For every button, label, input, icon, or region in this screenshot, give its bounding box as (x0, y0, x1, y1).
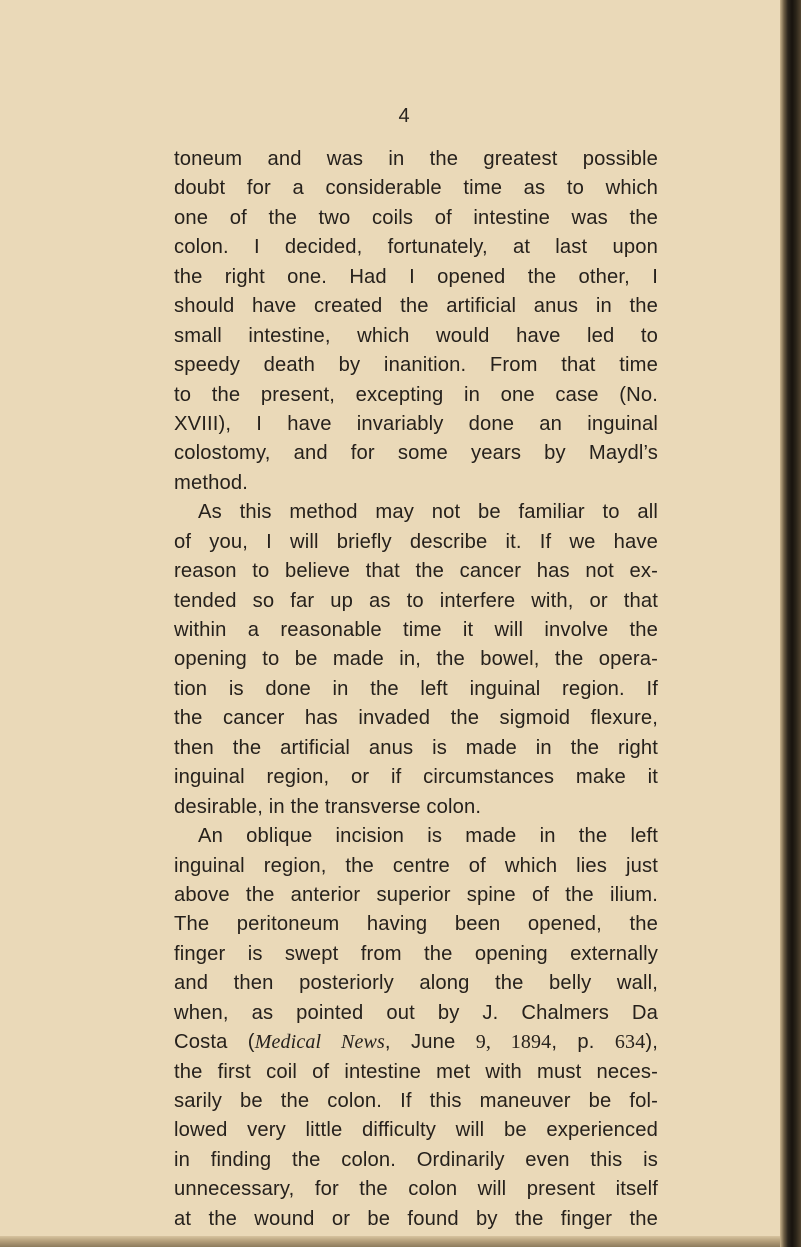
text-line: to the present, excepting in one case (No. (174, 383, 658, 406)
text-line: speedy death by inanition. From that time (174, 354, 658, 377)
text-line: colon. I decided, fortunately, at last upon (174, 236, 658, 259)
book-binding-edge (780, 0, 801, 1247)
text-line: should have created the artificial anus in the (174, 295, 658, 318)
citation-date: 9, 1894 (475, 1031, 552, 1054)
citation-after-italic: , June (384, 1031, 476, 1054)
text-line: lowed very little difficulty will be experienced (174, 1119, 658, 1142)
text-line: one of the two coils of intestine was the (174, 206, 658, 229)
text-line: finger is swept from the opening externally (174, 942, 658, 965)
text-line: unnecessary, for the colon will present itself (174, 1178, 658, 1201)
citation-after: ), (645, 1031, 658, 1054)
text-line: of you, I will briefly describe it. If we have (174, 530, 658, 553)
text-line: the cancer has invaded the sigmoid flexure, (174, 707, 658, 730)
text-line: The peritoneum having been opened, the (174, 913, 658, 936)
text-line: at the wound or be found by the finger the (174, 1207, 658, 1230)
text-line: reason to believe that the cancer has not ex- (174, 560, 658, 583)
text-line: within a reasonable time it will involve the (174, 619, 658, 641)
text-line: XVIII), I have invariably done an inguinal (174, 412, 658, 435)
citation-line (174, 1028, 658, 1057)
body-text (174, 145, 658, 1234)
text-line-paragraph-start: An oblique incision is made in the left (198, 825, 658, 848)
text-line: inguinal region, the centre of which lies just (174, 854, 658, 877)
citation-before: Costa ( (174, 1031, 255, 1054)
text-line: then the artificial anus is made in the right (174, 736, 658, 759)
page-number: 4 (398, 105, 410, 127)
citation-page-prefix: , p. (551, 1031, 615, 1054)
text-line-paragraph-start: As this method may not be familiar to all (198, 501, 658, 524)
text-line: the first coil of intestine met with must neces- (174, 1060, 658, 1083)
text-line: doubt for a considerable time as to which (174, 177, 658, 200)
journal-title: Medical News (254, 1031, 385, 1054)
text-line-paragraph-end: method. (174, 471, 248, 494)
text-line: small intestine, which would have led to (174, 324, 658, 347)
page-bottom-edge (0, 1236, 780, 1247)
text-line: in finding the colon. Ordinarily even this is (174, 1148, 658, 1171)
text-line: tion is done in the left inguinal region. If (174, 677, 658, 700)
text-line: sarily be the colon. If this maneuver be fol- (174, 1090, 658, 1112)
text-line: opening to be made in, the bowel, the opera- (174, 648, 658, 671)
text-line-paragraph-end: desirable, in the transverse colon. (174, 795, 482, 818)
text-line: inguinal region, or if circumstances make it (174, 766, 658, 789)
text-line: when, as pointed out by J. Chalmers Da (174, 1001, 658, 1024)
text-line: tended so far up as to interfere with, or that (174, 589, 658, 612)
text-line: and then posteriorly along the belly wall, (174, 972, 658, 995)
citation-page-number: 634 (614, 1031, 646, 1054)
text-line: toneum and was in the greatest possible (174, 148, 658, 170)
text-line: the right one. Had I opened the other, I (174, 265, 658, 288)
text-line: colostomy, and for some years by Maydl’s (174, 442, 658, 465)
text-line: above the anterior superior spine of the ilium. (174, 883, 658, 906)
